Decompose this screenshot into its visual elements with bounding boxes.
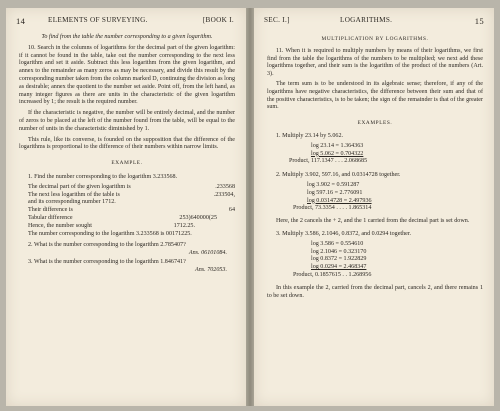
- log-line: log 0.0314728 = 2.497936: [307, 197, 372, 204]
- log-line: log 5.062 = 0.704322: [311, 150, 364, 157]
- left-paragraph-2: If the characteristic is negative, the number will be entirely decimal, and the number of zeros to be placed at the left of the number found from the table, will be equal to the number of units in the characteristic diminished by 1.: [19, 110, 235, 132]
- example-2-note: Here, the 2 cancels the + 2, and the 1 carried from the decimal part is set down.: [276, 218, 470, 225]
- left-example-intro: 1. Find the number corresponding to the logarithm 3.233568.: [28, 173, 178, 180]
- left-running-title: ELEMENTS OF SURVEYING.: [48, 16, 148, 24]
- left-question-3: 3. What is the number corresponding to the logarithm 1.846741?: [28, 258, 186, 265]
- log-line: log 0.8372 = 1.922829: [311, 256, 367, 263]
- example-1-product: Product, 117.1347 . . . 2.068685: [289, 158, 368, 165]
- example-1-logs: [267, 143, 483, 159]
- right-page: [254, 8, 494, 406]
- log-line: log 0.0294 = 2.468347: [311, 264, 367, 271]
- right-running-head: [264, 16, 484, 28]
- example-line: and its corresponding number 1712.: [28, 199, 116, 206]
- right-text-column: [267, 36, 483, 300]
- log-line: log 23.14 = 1.364363: [311, 142, 364, 149]
- log-line: log 597.16 = 2.776091: [307, 189, 363, 196]
- left-question-2: 2. What is the number corresponding to the logarithm 2.785407?: [28, 242, 186, 249]
- example-line: Hence, the number sought 1712.25.: [28, 222, 195, 229]
- example-3-title: 3. Multiply 3.586, 2.1046, 0.8372, and 0.0294 together.: [276, 230, 412, 237]
- left-answer-2: Ans. 06101084.: [188, 250, 227, 257]
- left-page: [6, 8, 246, 406]
- example-1-title: 1. Multiply 23.14 by 5.062.: [276, 132, 344, 139]
- log-line: log 3.586 = 0.554610: [311, 240, 364, 247]
- right-running-title: LOGARITHMS.: [340, 16, 393, 24]
- right-subheading: MULTIPLICATION BY LOGARITHMS.: [321, 36, 429, 42]
- left-answer-3: Ans. 702053.: [195, 266, 227, 273]
- example-line: The decimal part of the given logarithm is .233568: [28, 183, 235, 190]
- log-line: log 3.902 = 0.591287: [307, 181, 360, 188]
- example-line: Their difference is 64: [28, 207, 235, 214]
- example-2-logs: [267, 182, 483, 205]
- example-2-title: 2. Multiply 3.902, 597.16, and 0.0314728 together.: [276, 172, 401, 179]
- example-line: Tabular difference 253)640000(25: [28, 214, 217, 221]
- example-3-product: Product, 0.1857615 . . 1.268956: [293, 271, 372, 278]
- left-paragraph-3: This rule, like its converse, is founded on the supposition that the difference of the logarithms is proportional to the difference of their numbers within narrow limits.: [19, 136, 235, 151]
- left-example-working: [19, 184, 235, 231]
- example-2-product: Product, 73.3354 . . . . 1.865314: [293, 205, 372, 212]
- right-page-number: 15: [474, 16, 484, 26]
- left-text-column: [19, 34, 235, 275]
- left-book-label: [BOOK I.: [202, 16, 234, 24]
- right-examples-heading: EXAMPLES.: [357, 120, 393, 127]
- example-3-logs: [267, 241, 483, 272]
- book-gutter: [246, 8, 254, 406]
- left-page-number: 14: [16, 16, 26, 26]
- right-paragraph-1: 11. When it is required to multiply numbers by means of their logarithms, we first find from the table the logarithms of the numbers to be multiplied; we next add these logarithms together, and their sum is the logarithm of the product of the numbers (Art. 3).: [267, 47, 483, 78]
- left-example-heading: EXAMPLE.: [111, 160, 143, 167]
- left-paragraph-1: 10. Search in the columns of logarithms for the decimal part of the given logarithm: if it cannot be found in the table, take out the number corresponding to the next less logarithm and set it aside. Subtract this less logarithm from the given logarithm, and annex to the remainder as many zeros as may be necessary, and divide this result by the corresponding number taken from the column marked D, continuing the division as long as desirable; annex the quotient to the number set aside. Point off, from the left hand, as many integer figures as there are units in the characteristic of the given logarithm increased by 1; the result is the required number.: [19, 44, 235, 106]
- log-line: log 2.1046 = 0.323170: [311, 248, 367, 255]
- left-running-head: [16, 16, 236, 28]
- example-3-note: In this example the 2, carried from the decimal part, cancels 2, and there remains 1 to be set down.: [267, 284, 483, 299]
- left-subheading: To find from the table the number corresponding to a given logarithm.: [41, 34, 213, 40]
- left-example-conclusion: The number corresponding to the logarithm 3.233568 is 00171225.: [28, 230, 192, 237]
- example-line: The next less logarithm of the table is .233504,: [28, 191, 235, 198]
- right-section-label: SEC. I.]: [264, 16, 290, 24]
- right-paragraph-2: The term sum is to be understood in its algebraic sense; therefore, if any of the logarithms have negative characteristics, the difference between their sum and that of the positive characteristics, is to be taken; the sign of the remainder is that of the greater sum.: [267, 80, 483, 111]
